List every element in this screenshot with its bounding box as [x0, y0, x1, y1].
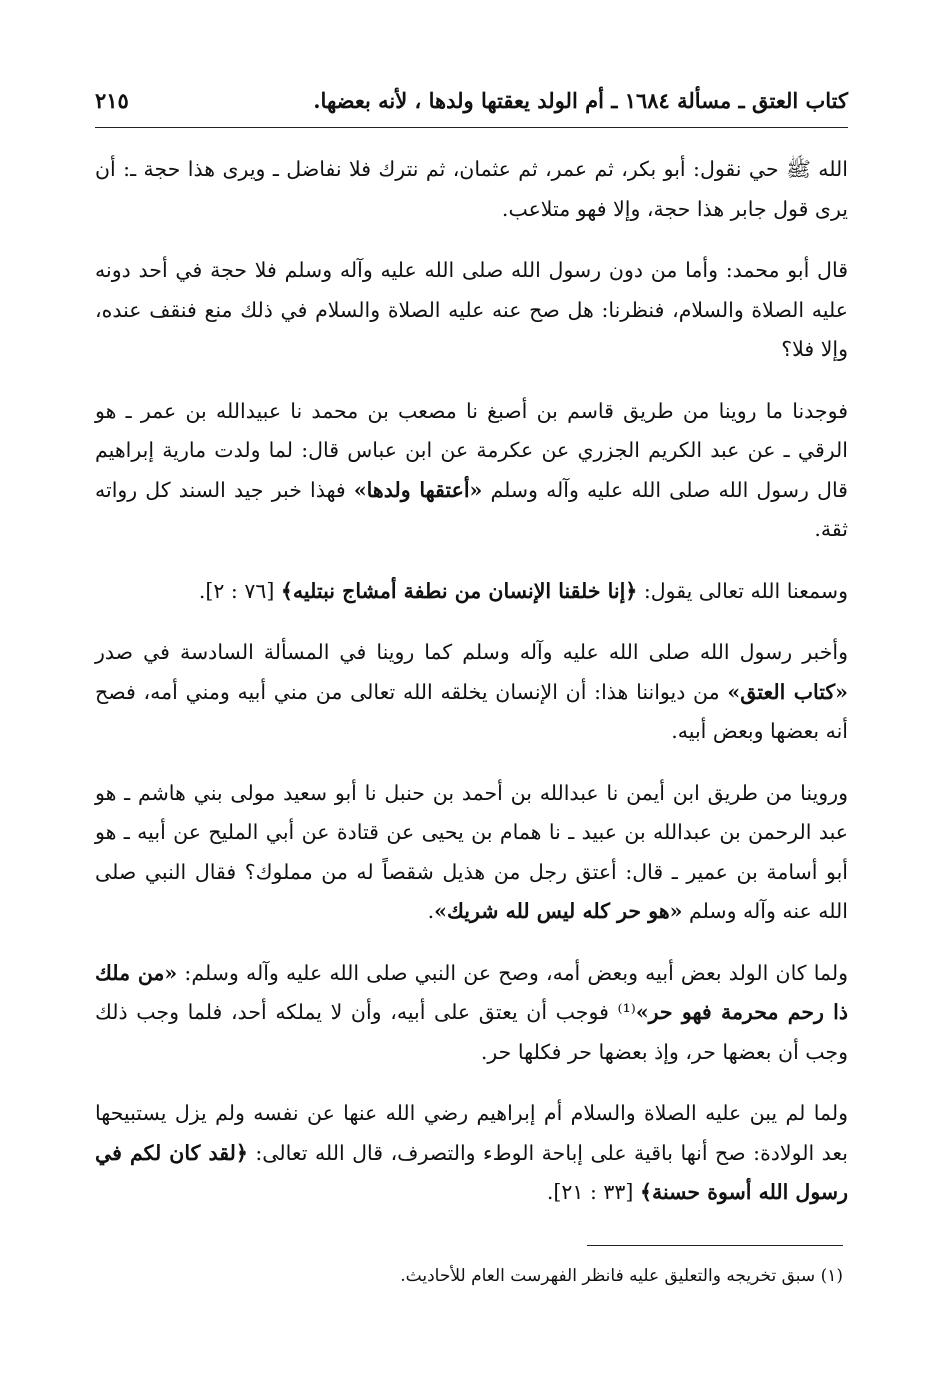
- paragraph-5-text: وأخبر رسول الله صلى الله عليه وآله وسلم كما روينا في المسألة السادسة في صدر: [95, 640, 848, 664]
- hadith-quote: «هو حر كله ليس لله شريك»: [434, 899, 683, 923]
- page: [95, 85, 848, 1235]
- verse-reference: [٣٣ : ٢١].: [546, 1180, 634, 1204]
- paragraph-6-text: وروينا من طريق ابن أيمن نا عبدالله بن أحمد بن حنبل نا أبو سعيد مولى بني هاشم ـ هو عبد الرحمن بن عبدالله بن عبيد ـ نا همام بن يحيى عن قتادة عن أبي المليح عن أبيه ـ هو أبو أسامة بن عمير ـ قال: أعتق رجل من هذيل شقصاً له من مملوك؟ فقال النبي صلى الله عنه وآله وسلم: [95, 780, 848, 923]
- paragraph-5-text-end: من ديواننا هذا: أن الإنسان يخلقه الله تعالى من مني أبيه ومني أمه، فصح أنه بعضها وبعض أبيه.: [95, 679, 848, 743]
- book-title: «كتاب العتق»: [727, 679, 848, 704]
- header-rule: [95, 127, 848, 128]
- hadith-quote: «أعتقها ولدها»: [353, 477, 483, 502]
- quran-verse: ﴿إنا خلقنا الإنسان من نطفة أمشاج نبتليه﴾: [280, 578, 638, 603]
- running-header: [95, 85, 848, 117]
- header-title: كتاب العتق ـ مسألة ١٦٨٤ ـ أم الولد يعقتها ولدها ، لأنه بعضها.: [313, 88, 848, 113]
- hadith-quote: «من ملك ذا رحم محرمة فهو حر»: [95, 960, 848, 1024]
- paragraph-7-text: ولما كان الولد بعض أبيه وبعض أمه، وصح عن النبي صلى الله عليه وآله وسلم:: [184, 960, 848, 985]
- paragraph-4-text: وسمعنا الله تعالى يقول:: [643, 578, 848, 603]
- paragraph-6-text-end: .: [427, 899, 435, 923]
- paragraph-5: [95, 633, 848, 752]
- paragraph-4: [95, 572, 848, 612]
- quran-verse: ﴿لقد كان لكم في رسول الله أسوة حسنة﴾: [95, 1140, 848, 1204]
- page-number: ٢١٥: [95, 88, 129, 113]
- paragraph-2: قال أبو محمد: وأما من دون رسول الله صلى الله عليه وآله وسلم فلا حجة في أحد دونه عليه الصلاة والسلام، فنظرنا: هل صح عنه عليه الصلاة والسلام في ذلك منع فنقف عنده، وإلا فلا؟: [95, 258, 848, 361]
- body-text: [95, 150, 848, 1213]
- footnote: (١) سبق تخريجه والتعليق عليه فانظر الفهرست العام للأحاديث.: [400, 1266, 843, 1286]
- paragraph-7: [95, 954, 848, 1073]
- footnote-rule: [587, 1245, 843, 1246]
- paragraph-3-text-end: فهذا خبر جيد السند كل رواته ثقة.: [95, 477, 848, 541]
- verse-reference: [٧٦ : ٢].: [198, 578, 275, 603]
- paragraph-8: [95, 1094, 848, 1213]
- paragraph-3-text: فوجدنا ما روينا من طريق قاسم بن أصبغ نا مصعب بن محمد نا عبيدالله بن عمر ـ هو الرقي ـ عن عبد الكريم الجزري عن عكرمة عن ابن عباس قال: لما ولدت مارية إبراهيم قال رسول الله صلى الله عليه وآله وسلم: [95, 398, 848, 502]
- paragraph-3: [95, 392, 848, 550]
- paragraph-8-text: ولما لم يبن عليه الصلاة والسلام أم إبراهيم رضي الله عنها عن نفسه ولم يزل يستبيحها بعد الولادة: صح أنها باقية على إباحة الوطء والتصرف، قال الله تعالى:: [95, 1101, 848, 1165]
- paragraph-7-text-end: ⁽¹⁾ فوجب أن يعتق على أبيه، وأن لا يملكه أحد، فلما وجب ذلك وجب أن بعضها حر، وإذ بعضها حر فكلها حر.: [95, 1000, 848, 1064]
- paragraph-1: الله ﷺ حي نقول: أبو بكر، ثم عمر، ثم عثمان، ثم نترك فلا نفاضل ـ ويرى هذا حجة ـ: أن يرى قول جابر هذا حجة، وإلا فهو متلاعب.: [95, 157, 848, 221]
- paragraph-6: [95, 774, 848, 932]
